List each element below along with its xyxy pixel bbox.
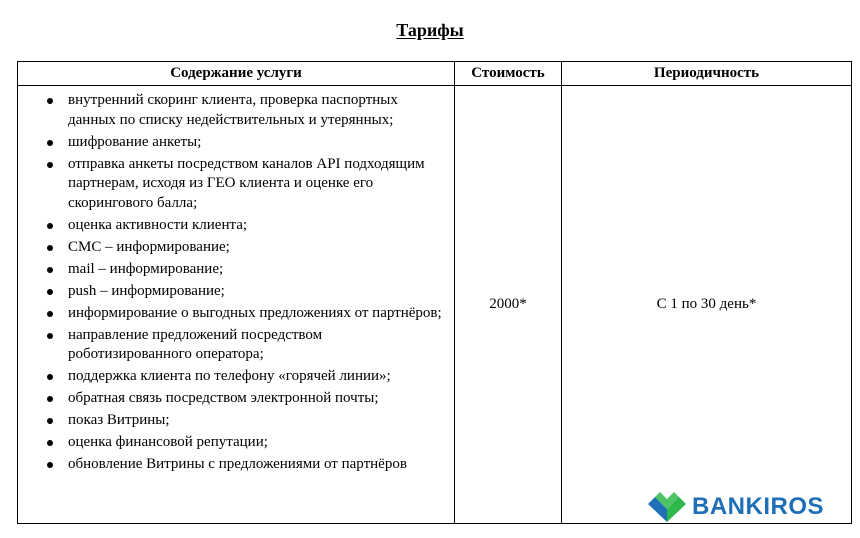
bullet-icon: [47, 462, 53, 468]
list-item: [18, 304, 448, 324]
service-text: направление предложений посредством роботизированного оператора;: [68, 326, 323, 362]
service-text: push – информирование;: [68, 282, 225, 299]
service-text: обновление Витрины с предложениями от партнёров: [68, 456, 407, 472]
bullet-icon: [47, 374, 53, 380]
bullet-icon: [47, 98, 53, 104]
table-row: [18, 86, 852, 524]
bullet-icon: [47, 333, 53, 339]
bullet-icon: [47, 440, 53, 446]
service-text: шифрование анкеты;: [68, 133, 202, 150]
list-item: [18, 260, 448, 280]
bankiros-logo-icon: [648, 492, 686, 522]
list-item: [18, 155, 448, 214]
list-item: [18, 282, 448, 302]
service-text: mail – информирование;: [68, 260, 224, 277]
service-list: [18, 91, 448, 475]
bullet-icon: [47, 223, 53, 229]
list-item: [18, 326, 448, 365]
service-text: отправка анкеты посредством каналов API подходящим партнерам, исходя из ГЕО клиента и оценке его скорингового балла;: [68, 155, 425, 211]
tariffs-table: [17, 61, 852, 524]
bullet-icon: [47, 162, 53, 168]
list-item: [18, 411, 448, 431]
service-text: оценка финансовой репутации;: [68, 434, 268, 450]
header-price: Стоимость: [455, 62, 562, 86]
bullet-icon: [47, 267, 53, 273]
service-text: оценка активности клиента;: [68, 216, 248, 233]
list-item: [18, 455, 448, 475]
service-text: внутренний скоринг клиента, проверка паспортных данных по списку недействительных и утерянных;: [68, 92, 398, 128]
list-item: [18, 433, 448, 453]
list-item: [18, 238, 448, 258]
list-item: [18, 133, 448, 153]
bullet-icon: [47, 311, 53, 317]
period-cell: С 1 по 30 день*: [562, 86, 852, 524]
bullet-icon: [47, 140, 53, 146]
header-period: Периодичность: [562, 62, 852, 86]
table-header-row: [18, 62, 852, 86]
service-text: информирование о выгодных предложениях от партнёров;: [68, 304, 442, 321]
service-text: СМС – информирование;: [68, 238, 230, 255]
bankiros-watermark: [648, 490, 824, 524]
bullet-icon: [47, 289, 53, 295]
price-cell: 2000*: [455, 86, 562, 524]
list-item: [18, 216, 448, 236]
list-item: [18, 389, 448, 409]
bullet-icon: [47, 245, 53, 251]
list-item: [18, 91, 448, 130]
bullet-icon: [47, 418, 53, 424]
service-text: обратная связь посредством электронной почты;: [68, 390, 379, 406]
header-service-content: Содержание услуги: [18, 62, 455, 86]
bullet-icon: [47, 396, 53, 402]
list-item: [18, 367, 448, 387]
page-title: Тарифы: [396, 20, 464, 40]
service-text: показ Витрины;: [68, 412, 170, 428]
service-text: поддержка клиента по телефону «горячей линии»;: [68, 368, 391, 384]
services-cell: [18, 86, 455, 524]
watermark-text: BANKIROS: [692, 493, 825, 520]
